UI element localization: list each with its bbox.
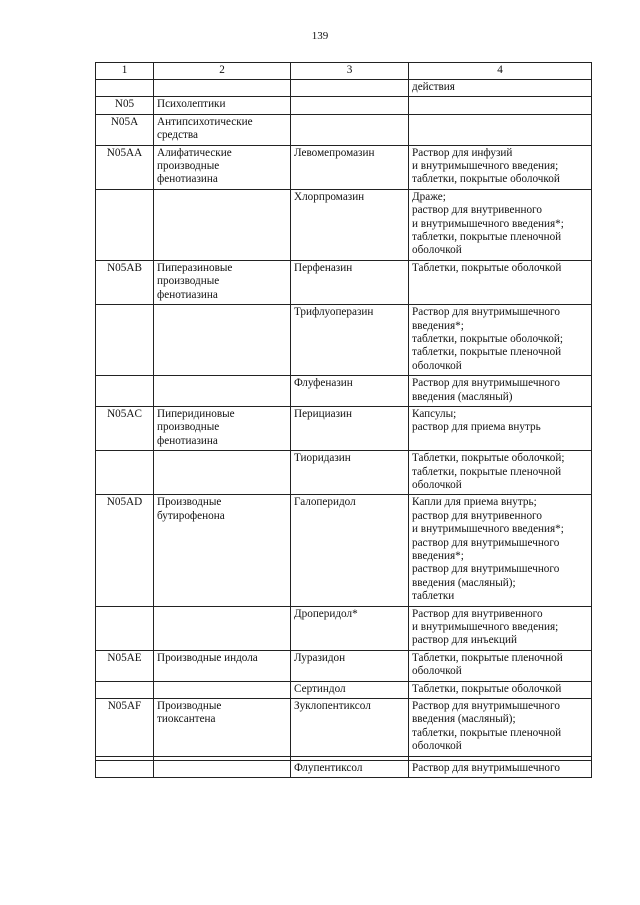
atc-code-cell: N05A <box>96 114 154 145</box>
header-cell-4: 4 <box>409 63 592 80</box>
dosage-form-cell: Таблетки, покрытые оболочкой <box>409 260 592 304</box>
dosage-form-cell <box>409 97 592 114</box>
atc-code-cell <box>96 305 154 376</box>
dosage-form-cell: Раствор для внутримышечного <box>409 760 592 777</box>
atc-code-cell <box>96 189 154 260</box>
drug-name-cell: Флуфеназин <box>291 376 409 407</box>
drug-classification-table <box>95 62 592 778</box>
table-row <box>96 189 592 260</box>
table-row <box>96 699 592 757</box>
dosage-form-cell: Капсулы; раствор для приема внутрь <box>409 406 592 450</box>
drug-name-cell: Тиоридазин <box>291 451 409 495</box>
drug-name-cell <box>291 80 409 97</box>
drug-name-cell <box>291 114 409 145</box>
header-cell-3: 3 <box>291 63 409 80</box>
drug-name-cell: Сертиндол <box>291 681 409 698</box>
table-row <box>96 681 592 698</box>
group-name-cell <box>154 681 291 698</box>
dosage-form-cell: Раствор для внутривенного и внутримышечного введения; раствор для инъекций <box>409 606 592 650</box>
group-name-cell <box>154 189 291 260</box>
group-name-cell <box>154 305 291 376</box>
table-row <box>96 376 592 407</box>
table-row <box>96 260 592 304</box>
atc-code-cell <box>96 376 154 407</box>
group-name-cell <box>154 451 291 495</box>
drug-name-cell: Трифлуоперазин <box>291 305 409 376</box>
table-row <box>96 606 592 650</box>
group-name-cell: Производные бутирофенона <box>154 495 291 606</box>
page-number: 139 <box>311 30 329 42</box>
dosage-form-cell: Раствор для внутримышечного введения*; таблетки, покрытые оболочкой; таблетки, покрытые пленочной оболочкой <box>409 305 592 376</box>
dosage-form-cell <box>409 114 592 145</box>
atc-code-cell: N05AA <box>96 145 154 189</box>
group-name-cell: Пиперидиновые производные фенотиазина <box>154 406 291 450</box>
group-name-cell: Алифатические производные фенотиазина <box>154 145 291 189</box>
drug-name-cell: Дроперидол* <box>291 606 409 650</box>
dosage-form-cell: Таблетки, покрытые оболочкой; таблетки, покрытые пленочной оболочкой <box>409 451 592 495</box>
atc-code-cell <box>96 760 154 777</box>
dosage-form-cell: Раствор для внутримышечного введения (масляный) <box>409 376 592 407</box>
table-row <box>96 97 592 114</box>
table-row <box>96 406 592 450</box>
atc-code-cell: N05AF <box>96 699 154 757</box>
table-row <box>96 114 592 145</box>
atc-code-cell <box>96 681 154 698</box>
drug-name-cell: Зуклопентиксол <box>291 699 409 757</box>
group-name-cell <box>154 760 291 777</box>
atc-code-cell <box>96 606 154 650</box>
group-name-cell: Производные индола <box>154 650 291 681</box>
drug-name-cell: Флупентиксол <box>291 760 409 777</box>
atc-code-cell: N05AD <box>96 495 154 606</box>
table-row <box>96 495 592 606</box>
drug-name-cell: Перфеназин <box>291 260 409 304</box>
dosage-form-cell: Раствор для внутримышечного введения (масляный); таблетки, покрытые пленочной оболочкой <box>409 699 592 757</box>
header-cell-2: 2 <box>154 63 291 80</box>
dosage-form-cell: Таблетки, покрытые оболочкой <box>409 681 592 698</box>
table-row <box>96 80 592 97</box>
table-header-row <box>96 63 592 80</box>
header-cell-1: 1 <box>96 63 154 80</box>
table-row <box>96 451 592 495</box>
dosage-form-cell: Раствор для инфузий и внутримышечного введения; таблетки, покрытые оболочкой <box>409 145 592 189</box>
group-name-cell: Производные тиоксантена <box>154 699 291 757</box>
table-row <box>96 145 592 189</box>
drug-name-cell: Луразидон <box>291 650 409 681</box>
group-name-cell <box>154 376 291 407</box>
group-name-cell <box>154 80 291 97</box>
drug-name-cell: Хлорпромазин <box>291 189 409 260</box>
atc-code-cell: N05 <box>96 97 154 114</box>
group-name-cell: Пиперазиновые производные фенотиазина <box>154 260 291 304</box>
table-row <box>96 305 592 376</box>
drug-name-cell <box>291 97 409 114</box>
dosage-form-cell: действия <box>409 80 592 97</box>
atc-code-cell <box>96 451 154 495</box>
group-name-cell: Антипсихотические средства <box>154 114 291 145</box>
drug-name-cell: Галоперидол <box>291 495 409 606</box>
table-row <box>96 760 592 777</box>
table-row <box>96 650 592 681</box>
atc-code-cell: N05AE <box>96 650 154 681</box>
atc-code-cell: N05AB <box>96 260 154 304</box>
group-name-cell <box>154 606 291 650</box>
dosage-form-cell: Таблетки, покрытые пленочной оболочкой <box>409 650 592 681</box>
drug-name-cell: Перициазин <box>291 406 409 450</box>
group-name-cell: Психолептики <box>154 97 291 114</box>
dosage-form-cell: Капли для приема внутрь; раствор для внутривенного и внутримышечного введения*; раствор для внутримышечного введения*; раствор для внутримышечного введения (масляный); таблетки <box>409 495 592 606</box>
atc-code-cell <box>96 80 154 97</box>
drug-name-cell: Левомепромазин <box>291 145 409 189</box>
atc-code-cell: N05AC <box>96 406 154 450</box>
dosage-form-cell: Драже; раствор для внутривенного и внутримышечного введения*; таблетки, покрытые пленочной оболочкой <box>409 189 592 260</box>
